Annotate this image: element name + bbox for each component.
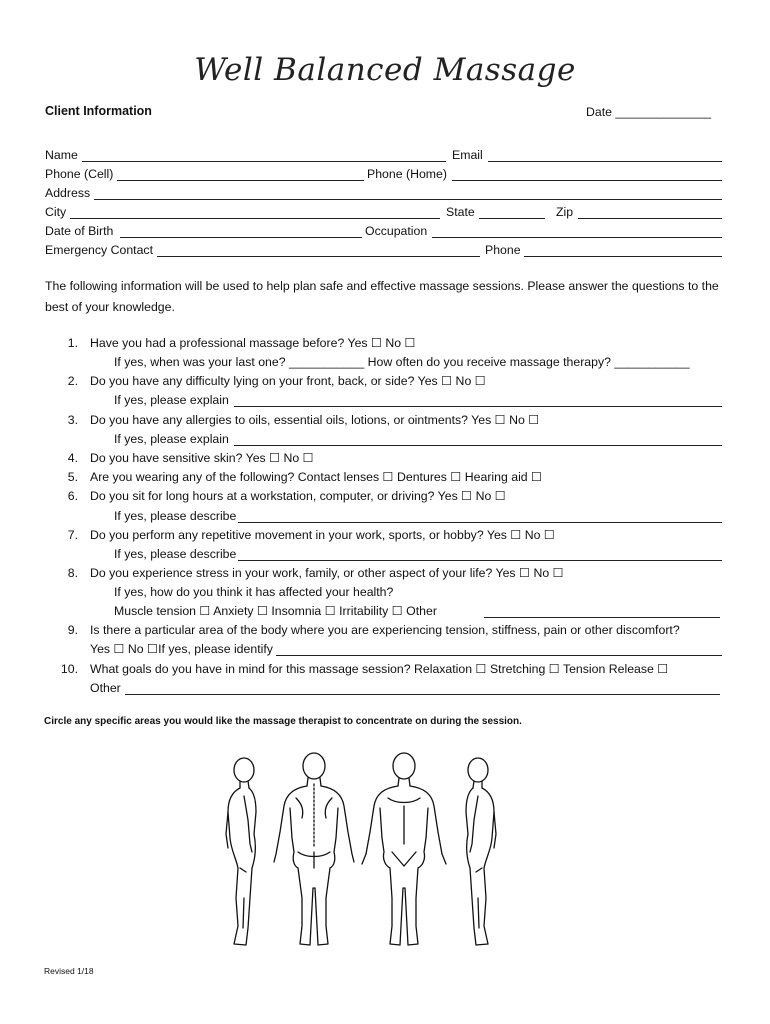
q9-sub[interactable]: Yes ☐ No ☐If yes, please identify: [90, 642, 273, 656]
name-field[interactable]: [82, 161, 446, 162]
q7-text[interactable]: Do you perform any repetitive movement in your work, sports, or hobby? Yes ☐ No ☐: [90, 528, 555, 542]
q7-describe-field[interactable]: [238, 560, 722, 561]
phone-home-field[interactable]: [452, 180, 722, 181]
q10-number: 10.: [60, 662, 78, 676]
name-label: Name: [45, 148, 78, 162]
address-field[interactable]: [94, 199, 722, 200]
dob-label: Date of Birth: [45, 224, 114, 238]
state-field[interactable]: [479, 218, 545, 219]
email-label: Email: [452, 148, 483, 162]
q8-sub: If yes, how do you think it has affected your health?: [114, 585, 394, 599]
emergency-contact-label: Emergency Contact: [45, 243, 153, 257]
q7-number: 7.: [67, 528, 78, 542]
q9-identify-field[interactable]: [276, 655, 722, 656]
q5-number: 5.: [67, 470, 78, 484]
q1-sub[interactable]: If yes, when was your last one? ___________ How often do you receive massage therapy? ___________: [114, 355, 690, 369]
q6-describe-field[interactable]: [238, 522, 722, 523]
q6-sub-label: If yes, please describe: [114, 509, 237, 523]
body-figure-front[interactable]: [362, 753, 446, 945]
dob-field[interactable]: [120, 237, 362, 238]
phone-cell-label: Phone (Cell): [45, 167, 114, 181]
q1-number: 1.: [67, 336, 78, 350]
q2-explain-field[interactable]: [234, 406, 722, 407]
q8-number: 8.: [67, 566, 78, 580]
q10-other-field[interactable]: [125, 694, 720, 695]
q9-number: 9.: [67, 623, 78, 637]
q2-text[interactable]: Do you have any difficulty lying on your front, back, or side? Yes ☐ No ☐: [90, 374, 486, 388]
body-figure-side-right[interactable]: [466, 758, 496, 945]
city-label: City: [45, 205, 67, 219]
q6-text[interactable]: Do you sit for long hours at a workstation, computer, or driving? Yes ☐ No ☐: [90, 489, 506, 503]
state-label: State: [446, 205, 475, 219]
city-field[interactable]: [70, 218, 440, 219]
date-field[interactable]: Date ______________: [586, 105, 712, 119]
body-figure-back[interactable]: [274, 753, 354, 945]
q8-text[interactable]: Do you experience stress in your work, family, or other aspect of your life? Yes ☐ No ☐: [90, 566, 564, 580]
q10-text[interactable]: What goals do you have in mind for this massage session? Relaxation ☐ Stretching ☐ Tension Release ☐: [90, 662, 669, 676]
zip-field[interactable]: [578, 218, 722, 219]
email-field[interactable]: [488, 161, 722, 162]
body-diagram[interactable]: [210, 748, 510, 953]
q2-sub-label: If yes, please explain: [114, 393, 229, 407]
address-label: Address: [45, 186, 91, 200]
occupation-field[interactable]: [432, 237, 722, 238]
q8-options[interactable]: Muscle tension ☐ Anxiety ☐ Insomnia ☐ Irritability ☐ Other: [114, 604, 437, 618]
q10-other-label: Other: [90, 681, 121, 695]
emergency-phone-label: Phone: [485, 243, 521, 257]
q3-text[interactable]: Do you have any allergies to oils, essential oils, lotions, or ointments? Yes ☐ No ☐: [90, 413, 540, 427]
emergency-contact-field[interactable]: [157, 256, 480, 257]
q4-number: 4.: [67, 451, 78, 465]
q3-explain-field[interactable]: [234, 445, 722, 446]
q1-text[interactable]: Have you had a professional massage before? Yes ☐ No ☐: [90, 336, 416, 350]
occupation-label: Occupation: [365, 224, 428, 238]
q6-number: 6.: [67, 489, 78, 503]
q9-text: Is there a particular area of the body where you are experiencing tension, stiffness, pain or other discomfort?: [90, 623, 680, 637]
q7-sub-label: If yes, please describe: [114, 547, 237, 561]
revised-note: Revised 1/18: [44, 966, 94, 976]
emergency-phone-field[interactable]: [524, 256, 722, 257]
phone-cell-field[interactable]: [117, 180, 364, 181]
q2-number: 2.: [67, 374, 78, 388]
intro-paragraph: The following information will be used to help plan safe and effective massage sessions. Please answer the questions to the best of your knowledge.: [45, 279, 719, 314]
q3-sub-label: If yes, please explain: [114, 432, 229, 446]
phone-home-label: Phone (Home): [367, 167, 447, 181]
body-figure-side-left[interactable]: [226, 758, 256, 945]
q5-text[interactable]: Are you wearing any of the following? Contact lenses ☐ Dentures ☐ Hearing aid ☐: [90, 470, 543, 484]
q8-other-field[interactable]: [484, 617, 720, 618]
zip-label: Zip: [556, 205, 574, 219]
q4-text[interactable]: Do you have sensitive skin? Yes ☐ No ☐: [90, 451, 314, 465]
form-title: Well Balanced Massage: [194, 52, 576, 88]
client-info-heading: Client Information: [45, 104, 152, 118]
q3-number: 3.: [67, 413, 78, 427]
circle-instruction: Circle any specific areas you would like the massage therapist to concentrate on during the session.: [44, 716, 522, 727]
